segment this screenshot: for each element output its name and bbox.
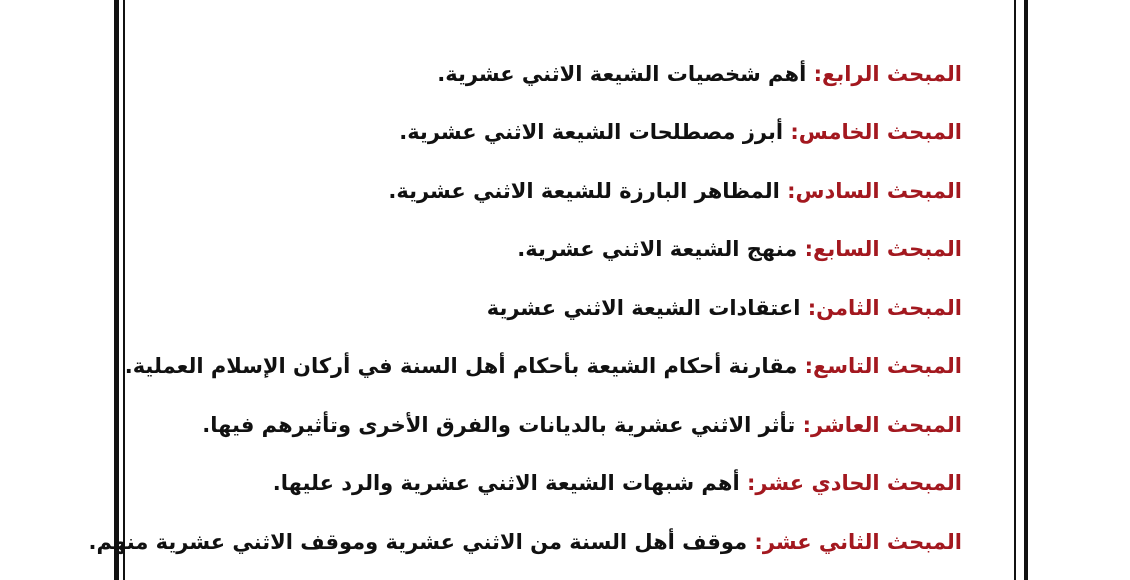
section-heading: المبحث السادس: [787, 178, 962, 203]
section-line-10 [140, 396, 962, 455]
page-frame-right-outer [1024, 0, 1028, 580]
section-line-4 [140, 45, 962, 104]
page-frame-left-inner [123, 0, 125, 580]
section-line-7 [140, 220, 962, 279]
section-heading: المبحث الثامن: [807, 295, 962, 320]
section-heading: المبحث الثاني عشر: [754, 529, 962, 554]
section-text: مقارنة أحكام الشيعة بأحكام أهل السنة في أركان الإسلام العملية. [124, 354, 805, 378]
section-text: أبرز مصطلحات الشيعة الاثني عشرية. [399, 120, 791, 144]
section-heading: المبحث العاشر: [802, 412, 962, 437]
section-line-11 [140, 454, 962, 513]
section-heading: المبحث الحادي عشر: [746, 471, 962, 495]
section-line-12 [88, 513, 962, 572]
section-heading: المبحث الرابع: [813, 61, 962, 86]
section-text: أهم شخصيات الشيعة الاثني عشرية. [437, 61, 814, 86]
section-heading: المبحث الخامس: [790, 120, 962, 144]
section-text: منهج الشيعة الاثني عشرية. [517, 237, 805, 261]
section-text: تأثر الاثني عشرية بالديانات والفرق الأخرى وتأثيرهم فيها. [202, 412, 803, 437]
section-list [88, 0, 962, 571]
section-text: اعتقادات الشيعة الاثني عشرية [486, 295, 808, 320]
page-frame-right-inner [1014, 0, 1016, 580]
section-line-5 [140, 103, 962, 162]
section-heading: المبحث السابع: [804, 237, 962, 261]
section-line-8 [140, 279, 962, 338]
section-text: أهم شبهات الشيعة الاثني عشرية والرد عليها. [272, 471, 747, 495]
section-line-9 [124, 337, 962, 396]
section-text: المظاهر البارزة للشيعة الاثني عشرية. [388, 178, 788, 203]
section-heading: المبحث التاسع: [804, 354, 962, 378]
page-frame-left-outer [114, 0, 119, 580]
section-line-6 [140, 162, 962, 221]
section-text: موقف أهل السنة من الاثني عشرية وموقف الاثني عشرية منهم. [88, 529, 755, 554]
